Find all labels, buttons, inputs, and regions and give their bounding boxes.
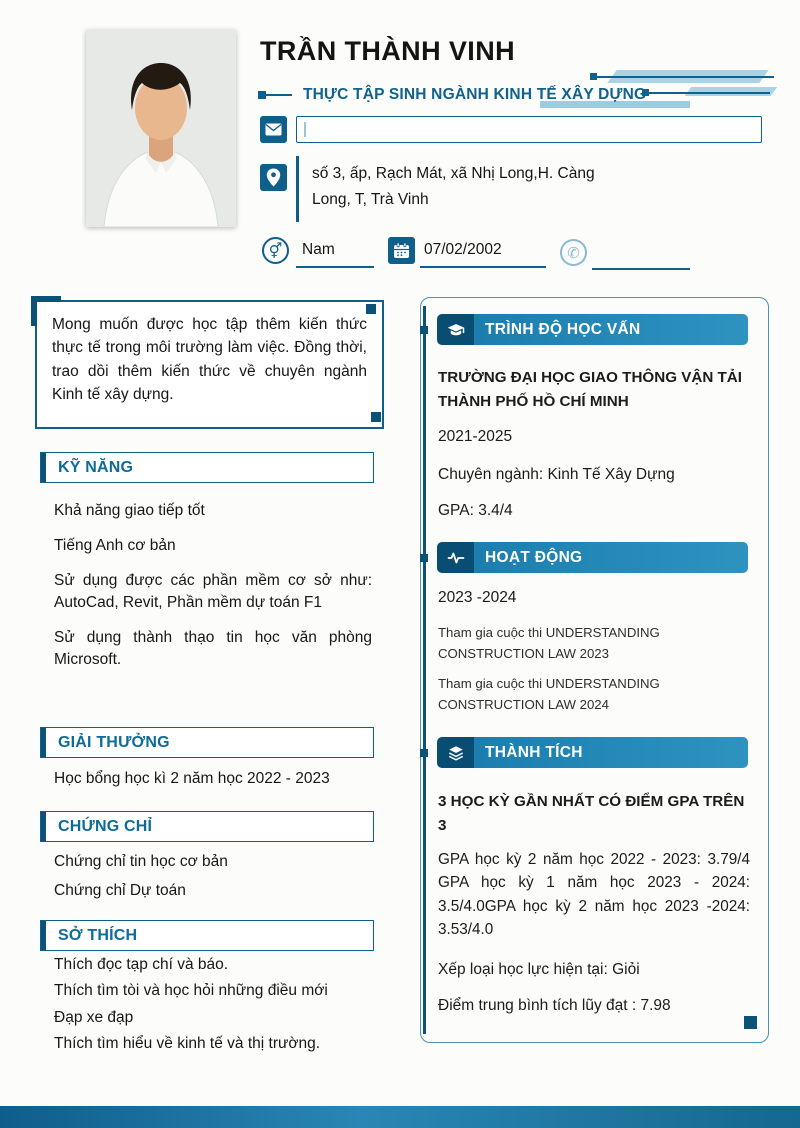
- envelope-icon: [260, 116, 287, 143]
- education-years: 2021-2025: [438, 428, 513, 445]
- rail-connector-square: [420, 326, 428, 334]
- skill-item: Khả năng giao tiếp tốt: [54, 502, 205, 519]
- skill-item: Tiếng Anh cơ bản: [54, 537, 176, 554]
- gender-underline: [296, 266, 374, 268]
- decorative-line: [596, 76, 774, 78]
- section-title: THÀNH TÍCH: [485, 743, 583, 761]
- section-title: GIẢI THƯỞNG: [58, 733, 170, 751]
- subtitle-line-marker: [266, 94, 292, 97]
- awards-list: [54, 770, 372, 788]
- phone-underline: [592, 268, 690, 270]
- achievements-rank: Xếp loại học lực hiện tại: Giỏi: [438, 961, 640, 978]
- profile-photo-placeholder: [86, 30, 236, 227]
- activities-years: 2023 -2024: [438, 589, 517, 606]
- job-title-row: [258, 86, 646, 104]
- rail-connector-square: [420, 554, 428, 562]
- header-accent-bar: [41, 728, 46, 757]
- award-item: Học bổng học kì 2 năm học 2022 - 2023: [54, 770, 330, 787]
- address-value: số 3, ấp, Rạch Mát, xã Nhị Long,H. Càng Long, T, Trà Vinh: [312, 165, 595, 209]
- certificates-list: [54, 851, 372, 901]
- section-title: HOẠT ĐỘNG: [485, 548, 583, 566]
- phone-icon: ✆: [560, 239, 587, 266]
- hobbies-list: [54, 954, 372, 1056]
- education-gpa: GPA: 3.4/4: [438, 502, 513, 519]
- decorative-line: [648, 92, 770, 94]
- objective-corner-accent: [31, 296, 61, 326]
- profile-photo: [86, 30, 236, 227]
- decorative-square: [590, 73, 597, 80]
- achievements-average: Điểm trung bình tích lũy đạt : 7.98: [438, 997, 671, 1014]
- header-accent-bar: [41, 453, 46, 482]
- location-pin-icon: [260, 164, 287, 191]
- section-hobbies-header: [40, 920, 374, 951]
- objective-corner-square: [371, 412, 381, 422]
- achievements-headline: 3 HỌC KỲ GẦN NHẤT CÓ ĐIỂM GPA TRÊN 3: [438, 793, 745, 834]
- certificate-item: Chứng chỉ Dự toán: [54, 881, 186, 899]
- education-school: TRƯỜNG ĐẠI HỌC GIAO THÔNG VẬN TẢI THÀNH PHỐ HỒ CHÍ MINH: [438, 369, 742, 410]
- section-title: SỞ THÍCH: [58, 926, 138, 944]
- graduation-cap-icon: [437, 314, 474, 345]
- page-title: TRẦN THÀNH VINH: [260, 36, 515, 66]
- right-panel-rail: [423, 306, 426, 1034]
- section-activities-header: [437, 542, 748, 573]
- rail-connector-square: [420, 749, 428, 757]
- hobby-item: Thích tìm hiểu về kinh tế và thị trường.: [54, 1035, 321, 1053]
- gender-value: Nam: [302, 241, 335, 258]
- skill-item: Sử dụng thành thạo tin học văn phòng Microsoft.: [54, 629, 372, 668]
- section-certificates-header: [40, 811, 374, 842]
- objective-corner-square: [366, 304, 376, 314]
- hobby-item: Thích đọc tạp chí và báo.: [54, 956, 229, 973]
- subtitle-square-marker: [258, 91, 266, 99]
- activity-item: Tham gia cuộc thi UNDERSTANDING CONSTRUCTION LAW 2024: [438, 676, 660, 713]
- layers-icon: [437, 737, 474, 768]
- section-title: KỸ NĂNG: [58, 458, 134, 476]
- section-title: CHỨNG CHỈ: [58, 817, 153, 835]
- activity-pulse-icon: [437, 542, 474, 573]
- hobby-item: Thích tìm tòi và học hỏi những điều mới: [54, 982, 328, 1000]
- activities-list: [438, 622, 738, 716]
- calendar-icon: [388, 237, 415, 264]
- section-awards-header: [40, 727, 374, 758]
- hobby-item: Đạp xe đạp: [54, 1008, 134, 1026]
- section-education-header: [437, 314, 748, 345]
- education-major: Chuyên ngành: Kinh Tế Xây Dựng: [438, 466, 675, 483]
- section-achievements-header: [437, 737, 748, 768]
- job-title: THỰC TẬP SINH NGÀNH KINH TẾ XÂY DỰNG: [303, 86, 647, 103]
- gender-icon: ⚥: [262, 237, 289, 264]
- birthday-value: 07/02/2002: [424, 241, 502, 258]
- skill-item: Sử dụng được các phần mềm cơ sở như: AutoCad, Revit, Phần mềm dự toán F1: [54, 572, 372, 611]
- section-skills-header: [40, 452, 374, 483]
- section-title: TRÌNH ĐỘ HỌC VẤN: [485, 320, 641, 338]
- objective-text: Mong muốn được học tập thêm kiến thức thực tế trong môi trường làm việc. Đồng thời, trao dồi thêm kiến thức về chuyên ngành Kinh tế xây dựng.: [35, 300, 384, 429]
- email-field: [296, 116, 762, 143]
- skills-list: [54, 500, 372, 671]
- activity-item: Tham gia cuộc thi UNDERSTANDING CONSTRUCTION LAW 2023: [438, 625, 660, 662]
- address-field: [296, 156, 764, 222]
- certificate-item: Chứng chỉ tin học cơ bản: [54, 853, 228, 870]
- footer-bar: [0, 1106, 800, 1128]
- birthday-underline: [420, 266, 546, 268]
- header-accent-bar: [41, 812, 46, 841]
- header-accent-bar: [41, 921, 46, 950]
- achievements-detail: GPA học kỳ 2 năm học 2022 - 2023: 3.79/4 GPA học kỳ 1 năm học 2023 - 2024: 3.5/4.0GPA học kỳ 2 năm học 2023 -2024: 3.53/4.0: [438, 851, 750, 938]
- panel-corner-square: [744, 1016, 757, 1029]
